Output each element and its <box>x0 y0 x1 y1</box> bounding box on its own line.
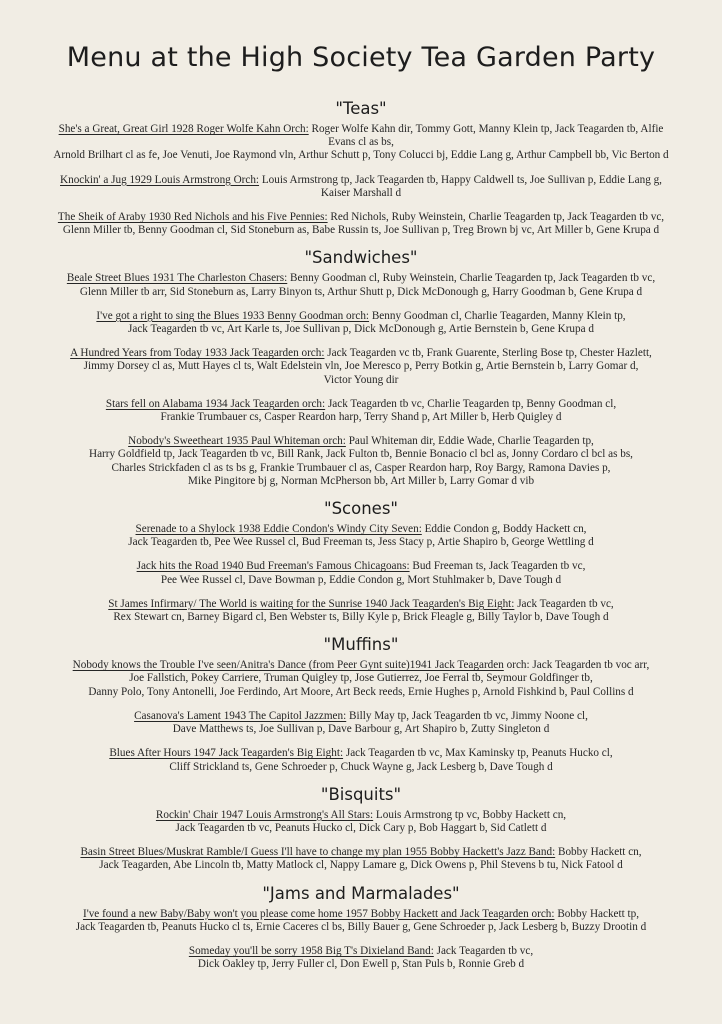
personnel-line: Frankie Trumbauer cs, Casper Reardon harp, Terry Shand p, Art Miller b, Herb Quigley d <box>160 411 562 424</box>
recording-title: Someday you'll be sorry 1958 Big T's Dixieland Band: <box>188 944 434 957</box>
personnel-line: Victor Young dir <box>323 373 399 386</box>
personnel-line: Jack Teagarden, Abe Lincoln tb, Matty Matlock cl, Nappy Lamare g, Dick Owens p, Phil Stevens b tu, Nick Fatool d <box>99 859 623 872</box>
personnel-line: Benny Goodman cl, Ruby Weinstein, Charlie Teagarden tp, Jack Teagarden tb vc, <box>287 272 656 285</box>
section-heading: "Sandwiches" <box>304 248 418 268</box>
menu-entry <box>40 123 682 163</box>
personnel-line: Bobby Hackett tp, <box>554 907 640 920</box>
menu-entry <box>40 908 682 934</box>
menu-entry <box>40 598 682 624</box>
recording-title: A Hundred Years from Today 1933 Jack Teagarden orch: <box>70 347 325 360</box>
personnel-line: Jack Teagarden vc tb, Frank Guarente, Sterling Bose tp, Chester Hazlett, <box>324 347 652 360</box>
recording-title: Casanova's Lament 1943 The Capitol Jazzmen: <box>134 709 347 722</box>
personnel-line: Jimmy Dorsey cl as, Mutt Hayes cl ts, Walt Edelstein vln, Joe Meresco p, Perry Botkin g, Artie Bernstein b, Larry Gomar d, <box>83 360 639 373</box>
personnel-line: Billy May tp, Jack Teagarden tb vc, Jimmy Noone cl, <box>346 709 588 722</box>
section-heading: "Scones" <box>323 499 399 519</box>
menu-entry <box>40 523 682 549</box>
personnel-line: Jack Teagarden tb, Peanuts Hucko cl ts, Ernie Caceres cl bs, Billy Bauer g, Gene Schroeder p, Jack Lesberg b, Buzzy Drootin d <box>75 920 647 933</box>
personnel-line: Roger Wolfe Kahn dir, Tommy Gott, Manny Klein tp, Jack Teagarden tb, Alfie <box>308 123 664 135</box>
menu-entry <box>40 846 682 872</box>
menu-section <box>40 248 682 488</box>
personnel-line: Jack Teagarden tb vc, <box>514 597 614 610</box>
recording-title: The Sheik of Araby 1930 Red Nichols and his Five Pennies: <box>57 211 328 224</box>
personnel-line: Evans cl as bs, <box>328 136 394 149</box>
recording-title: Serenade to a Shylock 1938 Eddie Condon's Windy City Seven: <box>135 523 422 536</box>
personnel-line: Benny Goodman cl, Charlie Teagarden, Manny Klein tp, <box>369 309 626 322</box>
menu-entry <box>40 747 682 773</box>
menu-sections <box>40 99 682 971</box>
menu-entry <box>40 174 682 200</box>
section-heading: "Bisquits" <box>320 784 402 804</box>
recording-title: I've found a new Baby/Baby won't you please come home 1957 Bobby Hackett and Jack Teagarden orch: <box>82 907 555 920</box>
personnel-line: Jack Teagarden tb vc, Peanuts Hucko cl, Dick Cary p, Bob Haggart b, Sid Catlett d <box>175 821 547 834</box>
personnel-line: Paul Whiteman dir, Eddie Wade, Charlie Teagarden tp, <box>345 435 594 448</box>
personnel-line: Joe Fallstich, Pokey Carriere, Truman Quigley tp, Jose Gutierrez, Joe Ferral tb, Seymour Goldfinger tb, <box>129 672 593 685</box>
menu-entry <box>40 435 682 488</box>
personnel-line: Eddie Condon g, Boddy Hackett cn, <box>421 523 587 536</box>
personnel-line: Bobby Hackett cn, <box>555 846 642 859</box>
personnel-line: Pee Wee Russel cl, Dave Bowman p, Eddie Condon g, Mort Stuhlmaker b, Dave Tough d <box>160 573 562 586</box>
personnel-line: Jack Teagarden tb vc, <box>433 944 534 957</box>
menu-section <box>40 99 682 237</box>
recording-title: Knockin' a Jug 1929 Louis Armstrong Orch: <box>60 173 260 186</box>
recording-title: Jack hits the Road 1940 Bud Freeman's Famous Chicagoans: <box>136 560 410 573</box>
menu-entry <box>40 398 682 424</box>
personnel-line: Rex Stewart cn, Barney Bigard cl, Ben Webster ts, Billy Kyle p, Brick Fleagle g, Billy Taylor b, Dave Tough d <box>113 611 609 624</box>
section-heading: "Teas" <box>335 99 387 118</box>
menu-entry <box>40 560 682 586</box>
personnel-line: Glenn Miller tb, Benny Goodman cl, Sid Stoneburn as, Babe Russin ts, Joe Sullivan p, Treg Brown bj vc, Art Miller b, Gene Krupa d <box>62 224 660 237</box>
menu-entry <box>40 347 682 387</box>
recording-title: Beale Street Blues 1931 The Charleston Chasers: <box>66 272 288 285</box>
menu-entry <box>40 310 682 336</box>
recording-title: She's a Great, Great Girl 1928 Roger Wolfe Kahn Orch: <box>58 123 309 135</box>
recording-title: Nobody knows the Trouble I've seen/Anitra's Dance (from Peer Gynt suite)1941 Jack Teagarden <box>72 659 504 672</box>
personnel-line: Jack Teagarden tb vc, Max Kaminsky tp, Peanuts Hucko cl, <box>343 747 613 760</box>
menu-entry <box>40 809 682 835</box>
personnel-line: Dick Oakley tp, Jerry Fuller cl, Don Ewell p, Stan Puls b, Ronnie Greb d <box>197 958 525 971</box>
menu-section <box>40 785 682 873</box>
personnel-line: Arnold Brilhart cl as fe, Joe Venuti, Joe Raymond vln, Arthur Schutt p, Tony Colucci bj, Eddie Lang g, Arthur Campbell bb, Vic Berton d <box>53 149 669 162</box>
personnel-line: Danny Polo, Tony Antonelli, Joe Ferdindo, Art Moore, Art Beck reeds, Ernie Hughes p, Arnold Fishkind b, Paul Collins d <box>88 685 634 698</box>
menu-section <box>40 499 682 624</box>
personnel-line: Red Nichols, Ruby Weinstein, Charlie Teagarden tp, Jack Teagarden tb vc, <box>327 211 665 224</box>
personnel-line: Louis Armstrong tp, Jack Teagarden tb, Happy Caldwell ts, Joe Sullivan p, Eddie Lang g, <box>259 173 662 186</box>
menu-entry <box>40 211 682 237</box>
personnel-line: orch: Jack Teagarden tb voc arr, <box>503 659 650 672</box>
personnel-line: Charles Strickfaden cl as ts bs g, Frankie Trumbauer cl as, Casper Reardon harp, Roy Bargy, Ramona Davies p, <box>111 461 611 474</box>
personnel-line: Mike Pingitore bj g, Norman McPherson bb, Art Miller b, Larry Gomar d vib <box>187 474 535 487</box>
personnel-line: Harry Goldfield tp, Jack Teagarden tb vc, Bill Rank, Jack Fulton tb, Bennie Bonacio cl bcl as, Jonny Cordaro cl bcl as bs, <box>89 448 633 461</box>
menu-section <box>40 884 682 972</box>
recording-title: I've got a right to sing the Blues 1933 Benny Goodman orch: <box>96 309 370 322</box>
menu-entry <box>40 272 682 298</box>
personnel-line: Cliff Strickland ts, Gene Schroeder p, Chuck Wayne g, Jack Lesberg b, Dave Tough d <box>169 760 553 773</box>
recording-title: Nobody's Sweetheart 1935 Paul Whiteman orch: <box>128 435 346 448</box>
page-title: Menu at the High Society Tea Garden Party <box>66 42 656 73</box>
recording-title: St James Infirmary/ The World is waiting for the Sunrise 1940 Jack Teagarden's Big Eight: <box>108 597 515 610</box>
personnel-line: Jack Teagarden tb, Pee Wee Russel cl, Bud Freeman ts, Jess Stacy p, Artie Shapiro b, George Wettling d <box>128 536 594 549</box>
personnel-line: Kaiser Marshall d <box>320 186 402 199</box>
personnel-line: Jack Teagarden tb vc, Art Karle ts, Joe Sullivan p, Dick McDonough g, Artie Bernstein b, Gene Krupa d <box>128 323 594 336</box>
recording-title: Rockin' Chair 1947 Louis Armstrong's All Stars: <box>155 808 374 821</box>
menu-entry <box>40 945 682 971</box>
recording-title: Basin Street Blues/Muskrat Ramble/I Guess I'll have to change my plan 1955 Bobby Hackett's Jazz Band: <box>80 846 556 859</box>
section-heading: "Jams and Marmalades" <box>262 883 460 903</box>
recording-title: Blues After Hours 1947 Jack Teagarden's Big Eight: <box>109 747 344 760</box>
menu-entry <box>40 659 682 699</box>
section-heading: "Muffins" <box>323 635 399 655</box>
personnel-line: Dave Matthews ts, Joe Sullivan p, Dave Barbour g, Art Shapiro b, Zutty Singleton d <box>172 723 550 736</box>
personnel-line: Louis Armstrong tp vc, Bobby Hackett cn, <box>373 808 567 821</box>
personnel-line: Jack Teagarden tb vc, Charlie Teagarden tp, Benny Goodman cl, <box>325 397 617 410</box>
menu-section <box>40 635 682 773</box>
menu-entry <box>40 710 682 736</box>
personnel-line: Glenn Miller tb arr, Sid Stoneburn as, Larry Binyon ts, Arthur Shutt p, Dick McDonough g, Harry Goodman b, Gene Krupa d <box>79 285 643 298</box>
recording-title: Stars fell on Alabama 1934 Jack Teagarden orch: <box>105 397 326 410</box>
personnel-line: Bud Freeman ts, Jack Teagarden tb vc, <box>409 560 586 573</box>
